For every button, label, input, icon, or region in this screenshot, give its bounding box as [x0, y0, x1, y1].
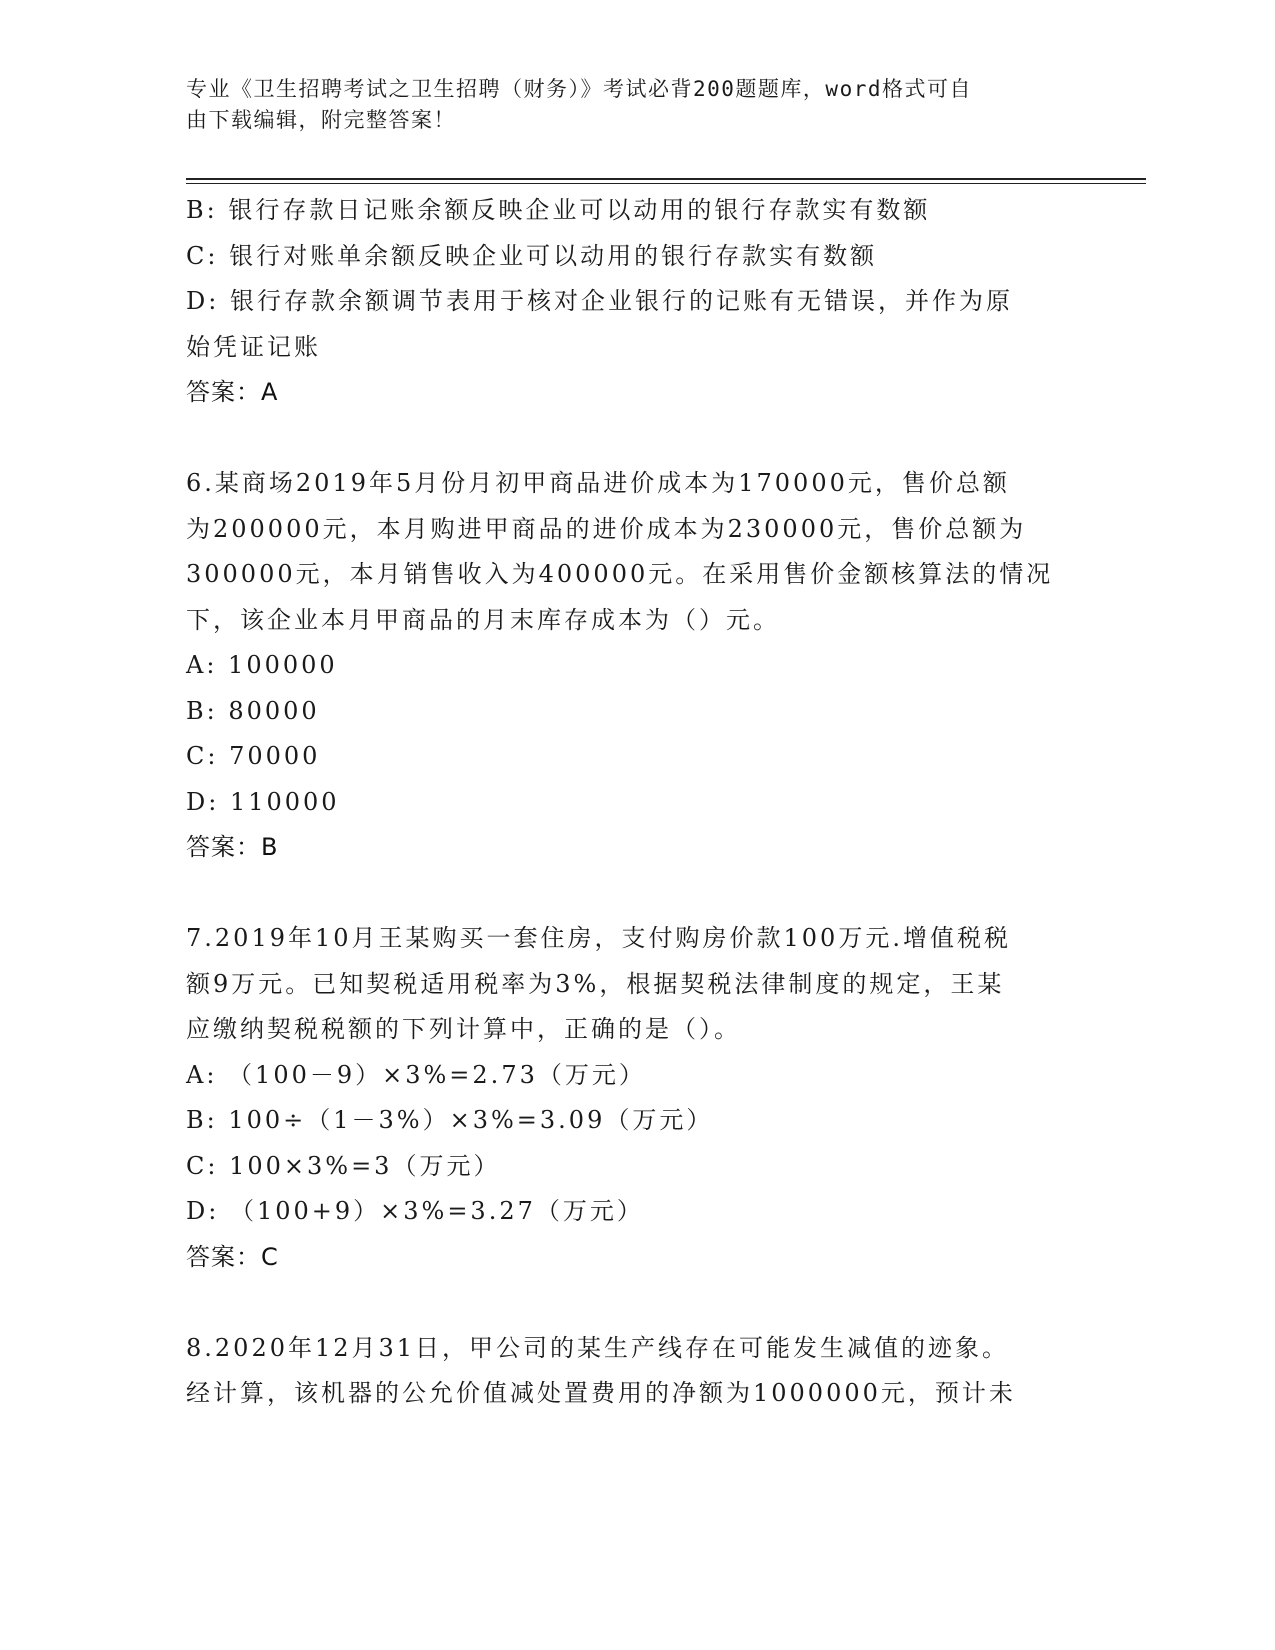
option-b: B: 100÷（1－3%）×3%=3.09（万元）: [186, 1106, 714, 1134]
question-text-line-2: 为200000元，本月购进甲商品的进价成本为230000元，售价总额为: [186, 514, 1027, 543]
question-text-line-1: 7.2019年10月王某购买一套住房，支付购房价款100万元.增值税税: [186, 924, 1011, 952]
option-d: D: （100+9）×3%=3.27（万元）: [186, 1197, 644, 1225]
question-8: [186, 1326, 1086, 1417]
header-divider-thin: [186, 183, 1146, 184]
question-text-line-2: 经计算，该机器的公允价值减处置费用的净额为1000000元，预计未: [186, 1379, 1016, 1407]
option-c: C: 70000: [186, 742, 321, 770]
option-d-line-2: 始凭证记账: [186, 332, 321, 361]
header-line-2: 由下载编辑，附完整答案！: [186, 108, 456, 132]
answer: 答案：A: [186, 378, 279, 406]
option-d-line-1: D: 银行存款余额调节表用于核对企业银行的记账有无错误，并作为原: [186, 287, 1013, 315]
option-b: B: 银行存款日记账余额反映企业可以动用的银行存款实有数额: [186, 196, 931, 224]
header-line-1: 专业《卫生招聘考试之卫生招聘（财务）》考试必背200题题库，word格式可自: [186, 77, 972, 101]
option-a: A: （100－9）×3%=2.73（万元）: [186, 1060, 646, 1089]
question-text-line-1: 6.某商场2019年5月份月初甲商品进价成本为170000元，售价总额: [186, 469, 1010, 497]
option-c: C: 100×3%=3（万元）: [186, 1151, 501, 1180]
option-d: D: 110000: [186, 787, 340, 816]
question-content: [186, 188, 1086, 1417]
header-divider-thick: [186, 178, 1146, 180]
question-text-line-3: 应缴纳契税税额的下列计算中，正确的是（）。: [186, 1015, 741, 1043]
answer: 答案：C: [186, 1242, 279, 1271]
question-text-line-4: 下，该企业本月甲商品的月末库存成本为（）元。: [186, 605, 780, 634]
spacer: [186, 871, 1086, 917]
spacer: [186, 1280, 1086, 1326]
question-7: [186, 916, 1086, 1280]
question-text-line-1: 8.2020年12月31日，甲公司的某生产线存在可能发生减值的迹象。: [186, 1333, 1010, 1362]
answer: 答案：B: [186, 833, 279, 861]
previous-question: [186, 188, 1086, 416]
spacer: [186, 416, 1086, 462]
question-text-line-2: 额9万元。已知契税适用税率为3%，根据契税法律制度的规定，王某: [186, 969, 1005, 998]
question-6: [186, 461, 1086, 871]
question-text-line-3: 300000元，本月销售收入为400000元。在采用售价金额核算法的情况: [186, 560, 1054, 588]
option-a: A: 100000: [186, 651, 338, 679]
document-header: [186, 74, 1066, 136]
option-b: B: 80000: [186, 696, 320, 725]
option-c: C: 银行对账单余额反映企业可以动用的银行存款实有数额: [186, 241, 878, 270]
